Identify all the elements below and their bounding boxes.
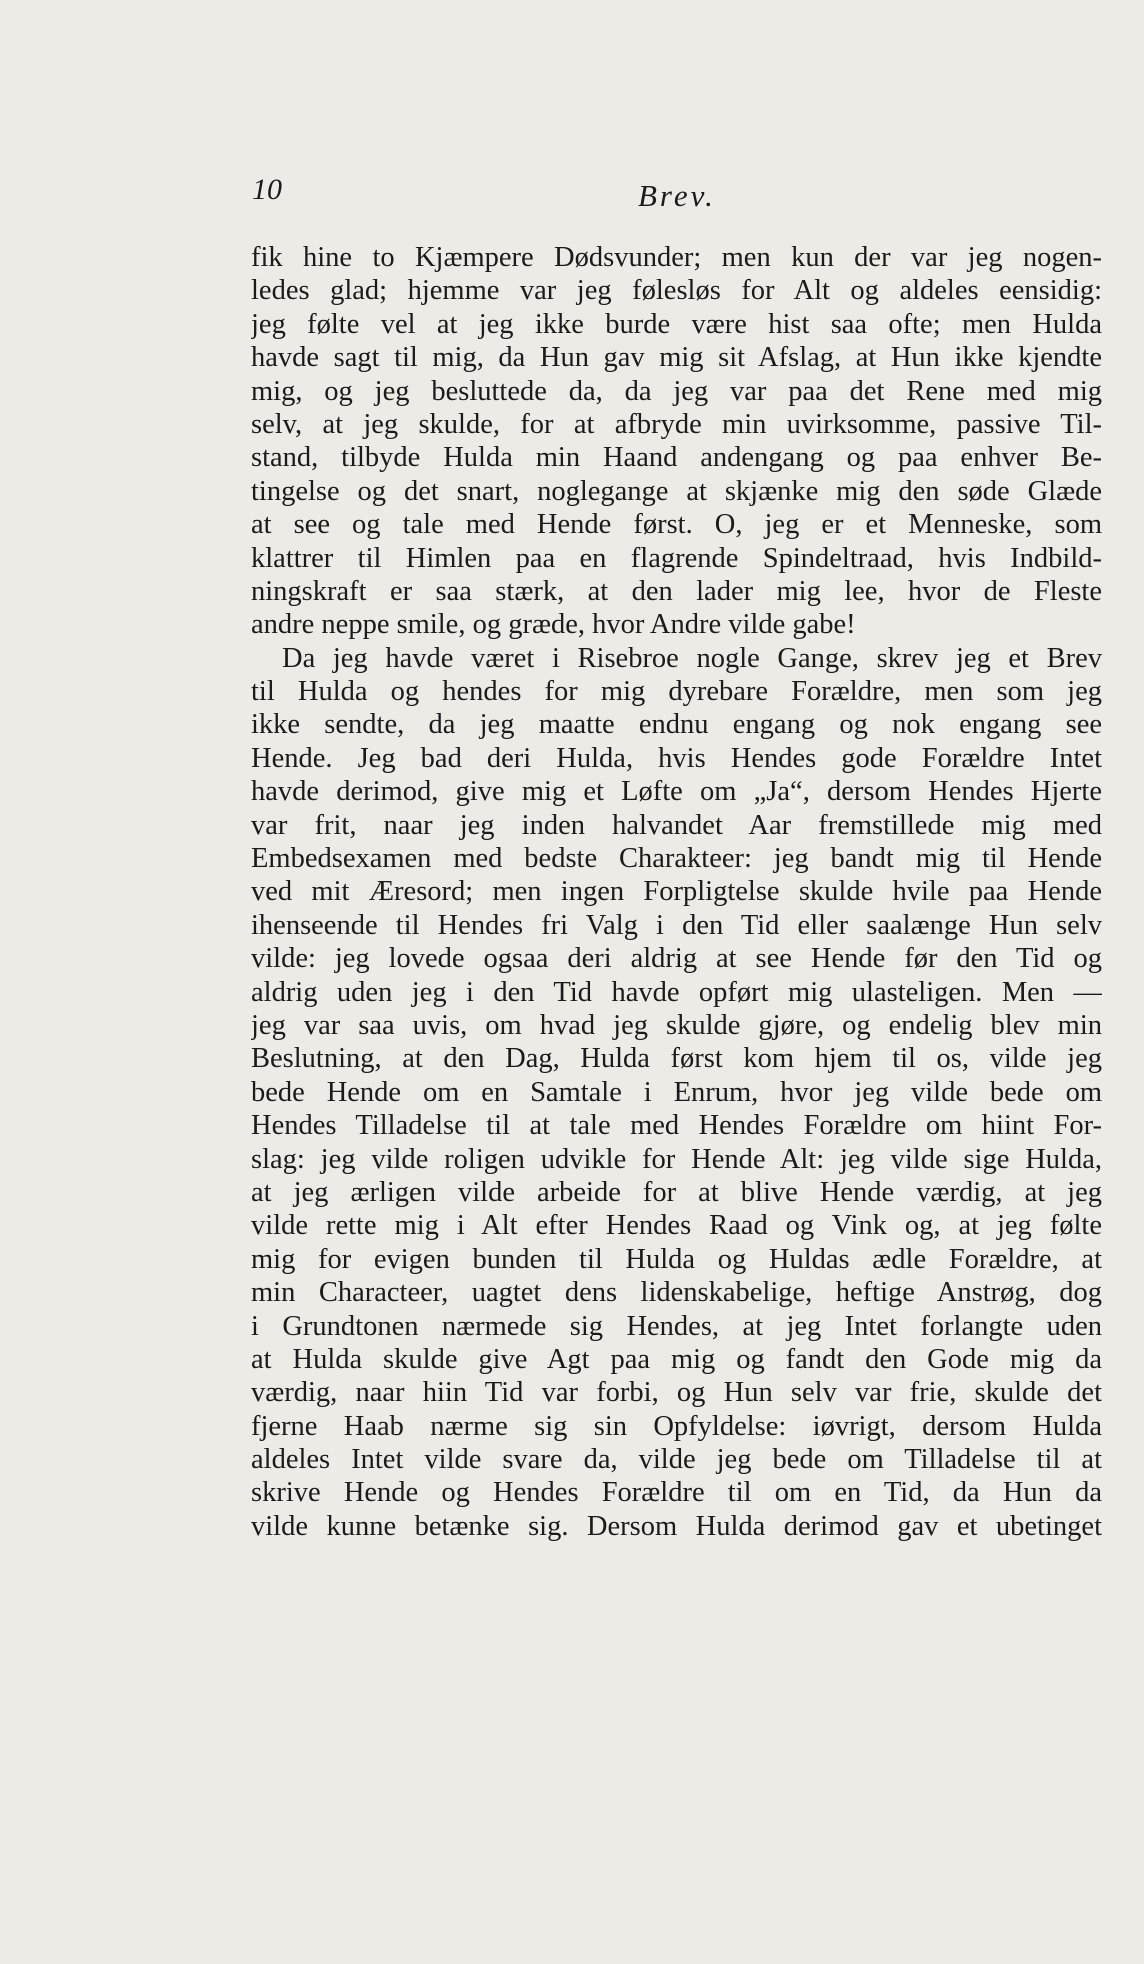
text-line: Beslutning, at den Dag, Hulda først kom hjem til os, vilde jeg (251, 1043, 1102, 1075)
text-line: værdig, naar hiin Tid var forbi, og Hun selv var frie, skulde det (251, 1377, 1102, 1409)
text-line: ningskraft er saa stærk, at den lader mig lee, hvor de Fleste (251, 575, 1102, 607)
text-line: jeg var saa uvis, om hvad jeg skulde gjøre, og endelig blev min (251, 1009, 1102, 1041)
paragraph-end-line: andre neppe smile, og græde, hvor Andre vilde gabe! (251, 609, 856, 641)
text-line: vilde: jeg lovede ogsaa deri aldrig at see Hende før den Tid og (251, 943, 1102, 975)
body-text (251, 241, 1102, 1543)
text-line: jeg følte vel at jeg ikke burde være hist saa ofte; men Hulda (251, 308, 1102, 340)
text-line: at jeg ærligen vilde arbeide for at blive Hende værdig, at jeg (251, 1176, 1102, 1208)
text-line: aldrig uden jeg i den Tid havde opført mig ulasteligen. Men — (251, 976, 1102, 1008)
text-line: min Characteer, uagtet dens lidenskabelige, heftige Anstrøg, dog (251, 1277, 1102, 1309)
text-line: at Hulda skulde give Agt paa mig og fandt den Gode mig da (251, 1343, 1102, 1375)
text-line: mig, og jeg besluttede da, da jeg var paa det Rene med mig (251, 375, 1102, 407)
text-line: Hendes Tilladelse til at tale med Hendes Forældre om hiint For- (251, 1110, 1102, 1142)
text-line: aldeles Intet vilde svare da, vilde jeg bede om Tilladelse til at (251, 1444, 1102, 1476)
text-line: havde derimod, give mig et Løfte om „Ja“, dersom Hendes Hjerte (251, 776, 1102, 808)
text-line: vilde kunne betænke sig. Dersom Hulda derimod gav et ubetinget (251, 1510, 1102, 1542)
text-line: Embedsexamen med bedste Charakteer: jeg bandt mig til Hende (251, 843, 1102, 875)
text-line: ikke sendte, da jeg maatte endnu engang og nok engang see (251, 709, 1102, 741)
text-line: tingelse og det snart, noglegange at skjænke mig den søde Glæde (251, 475, 1102, 507)
text-line: stand, tilbyde Hulda min Haand andengang og paa enhver Be- (251, 442, 1102, 474)
text-line: selv, at jeg skulde, for at afbryde min uvirksomme, passive Til- (251, 408, 1102, 440)
running-title: Brev. (638, 178, 716, 213)
text-line: Hende. Jeg bad deri Hulda, hvis Hendes gode Forældre Intet (251, 742, 1102, 774)
text-line: klattrer til Himlen paa en flagrende Spindeltraad, hvis Indbild- (251, 542, 1102, 574)
paragraph-start-line: Da jeg havde været i Risebroe nogle Gange, skrev jeg et Brev (282, 642, 1102, 674)
text-line: til Hulda og hendes for mig dyrebare Forældre, men som jeg (251, 676, 1102, 708)
text-line: havde sagt til mig, da Hun gav mig sit Afslag, at Hun ikke kjendte (251, 342, 1102, 374)
text-line: ved mit Æresord; men ingen Forpligtelse skulde hvile paa Hende (251, 876, 1102, 908)
text-line: ihenseende til Hendes fri Valg i den Tid eller saalænge Hun selv (251, 909, 1102, 941)
page-number: 10 (252, 173, 282, 206)
text-line: at see og tale med Hende først. O, jeg er et Menneske, som (251, 509, 1102, 541)
text-line: fik hine to Kjæmpere Dødsvunder; men kun der var jeg nogen- (251, 242, 1102, 273)
text-line: skrive Hende og Hendes Forældre til om en Tid, da Hun da (251, 1477, 1102, 1509)
text-line: slag: jeg vilde roligen udvikle for Hende Alt: jeg vilde sige Hulda, (251, 1143, 1102, 1175)
text-line: i Grundtonen nærmede sig Hendes, at jeg Intet forlangte uden (251, 1310, 1102, 1342)
text-line: fjerne Haab nærme sig sin Opfyldelse: iøvrigt, dersom Hulda (251, 1410, 1102, 1442)
text-line: ledes glad; hjemme var jeg følesløs for Alt og aldeles eensidig: (251, 275, 1102, 307)
text-line: mig for evigen bunden til Hulda og Huldas ædle Forældre, at (251, 1243, 1102, 1275)
text-line: bede Hende om en Samtale i Enrum, hvor jeg vilde bede om (251, 1076, 1102, 1108)
text-line: var frit, naar jeg inden halvandet Aar fremstillede mig med (251, 809, 1102, 841)
text-line: vilde rette mig i Alt efter Hendes Raad og Vink og, at jeg følte (251, 1210, 1102, 1242)
